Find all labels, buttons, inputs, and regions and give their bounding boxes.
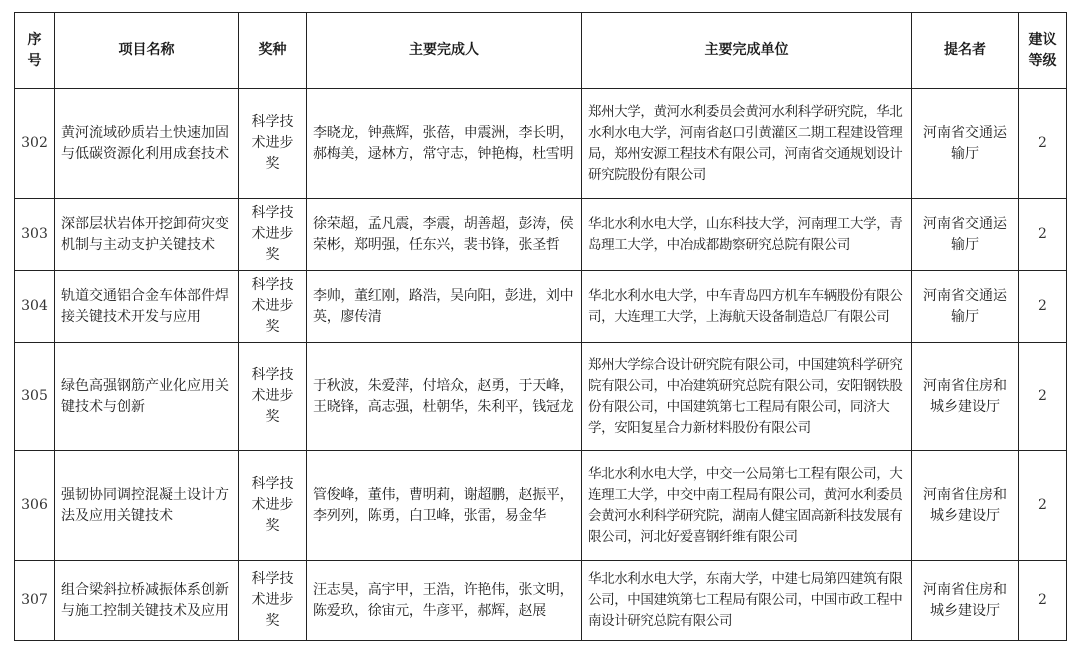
row-project: 黄河流域砂质岩土快速加固与低碳资源化利用成套技术 (55, 89, 239, 199)
row-award: 科学技术进步奖 (239, 199, 307, 271)
row-people: 管俊峰，董伟，曹明莉，谢超鹏，赵振平，李列列，陈勇，白卫峰，张雷，易金华 (307, 451, 582, 561)
row-level: 2 (1019, 451, 1067, 561)
row-nominator: 河南省交通运输厅 (912, 89, 1019, 199)
row-units: 郑州大学，黄河水利委员会黄河水利科学研究院，华北水利水电大学，河南省赵口引黄灌区二期工程建设管理局，郑州安源工程技术有限公司，河南省交通规划设计研究院股份有限公司 (582, 89, 912, 199)
row-nominator: 河南省交通运输厅 (912, 271, 1019, 343)
row-award: 科学技术进步奖 (239, 561, 307, 641)
row-people: 李晓龙，钟燕辉，张蓓，申震洲，李长明，郝梅美，逯林方，常守志，钟艳梅，杜雪明 (307, 89, 582, 199)
header-units: 主要完成单位 (582, 13, 912, 89)
row-project: 强韧协同调控混凝土设计方法及应用关键技术 (55, 451, 239, 561)
table-row (15, 271, 1067, 343)
row-level: 2 (1019, 343, 1067, 451)
row-project: 组合梁斜拉桥减振体系创新与施工控制关键技术及应用 (55, 561, 239, 641)
row-units: 华北水利水电大学，中交一公局第七工程有限公司，大连理工大学，中交中南工程局有限公司，黄河水利委员会黄河水利科学研究院，湖南人健宝固高新科技发展有限公司，河北好爱喜钢纤维有限公司 (582, 451, 912, 561)
row-nominator: 河南省住房和城乡建设厅 (912, 561, 1019, 641)
row-award: 科学技术进步奖 (239, 271, 307, 343)
header-nominator: 提名者 (912, 13, 1019, 89)
row-seq: 306 (15, 451, 55, 561)
row-level: 2 (1019, 271, 1067, 343)
row-project: 绿色高强钢筋产业化应用关键技术与创新 (55, 343, 239, 451)
table-row (15, 199, 1067, 271)
row-nominator: 河南省交通运输厅 (912, 199, 1019, 271)
row-level: 2 (1019, 561, 1067, 641)
row-project: 轨道交通铝合金车体部件焊接关键技术开发与应用 (55, 271, 239, 343)
row-seq: 302 (15, 89, 55, 199)
row-seq: 305 (15, 343, 55, 451)
row-people: 李帅，董红刚，路浩，吴向阳，彭进，刘中英，廖传清 (307, 271, 582, 343)
row-level: 2 (1019, 199, 1067, 271)
row-units: 华北水利水电大学，中车青岛四方机车车辆股份有限公司，大连理工大学，上海航天设备制造总厂有限公司 (582, 271, 912, 343)
row-award: 科学技术进步奖 (239, 89, 307, 199)
row-units: 郑州大学综合设计研究院有限公司，中国建筑科学研究院有限公司，中冶建筑研究总院有限公司，安阳钢铁股份有限公司，中国建筑第七工程局有限公司，同济大学，安阳复星合力新材料股份有限公司 (582, 343, 912, 451)
table-row (15, 561, 1067, 641)
table-row (15, 89, 1067, 199)
row-award: 科学技术进步奖 (239, 343, 307, 451)
row-people: 徐荣超，孟凡震，李震，胡善超，彭涛，侯荣彬，郑明强，任东兴，裴书锋，张圣哲 (307, 199, 582, 271)
row-project: 深部层状岩体开挖卸荷灾变机制与主动支护关键技术 (55, 199, 239, 271)
table-row (15, 451, 1067, 561)
header-level: 建议等级 (1019, 13, 1067, 89)
header-award: 奖种 (239, 13, 307, 89)
table-row (15, 343, 1067, 451)
row-seq: 307 (15, 561, 55, 641)
row-seq: 304 (15, 271, 55, 343)
row-nominator: 河南省住房和城乡建设厅 (912, 343, 1019, 451)
row-people: 汪志昊，高宇甲，王浩，许艳伟，张文明，陈爱玖，徐宙元，牛彦平，郝辉，赵展 (307, 561, 582, 641)
awards-table (14, 12, 1067, 641)
row-units: 华北水利水电大学，东南大学，中建七局第四建筑有限公司，中国建筑第七工程局有限公司，中国市政工程中南设计研究总院有限公司 (582, 561, 912, 641)
row-award: 科学技术进步奖 (239, 451, 307, 561)
header-project: 项目名称 (55, 13, 239, 89)
header-people: 主要完成人 (307, 13, 582, 89)
row-level: 2 (1019, 89, 1067, 199)
row-units: 华北水利水电大学，山东科技大学，河南理工大学，青岛理工大学，中冶成都勘察研究总院有限公司 (582, 199, 912, 271)
row-people: 于秋波，朱爱萍，付培众，赵勇，于天峰，王晓锋，高志强，杜朝华，朱利平，钱冠龙 (307, 343, 582, 451)
row-seq: 303 (15, 199, 55, 271)
row-nominator: 河南省住房和城乡建设厅 (912, 451, 1019, 561)
header-row (15, 13, 1067, 89)
header-seq: 序号 (15, 13, 55, 89)
